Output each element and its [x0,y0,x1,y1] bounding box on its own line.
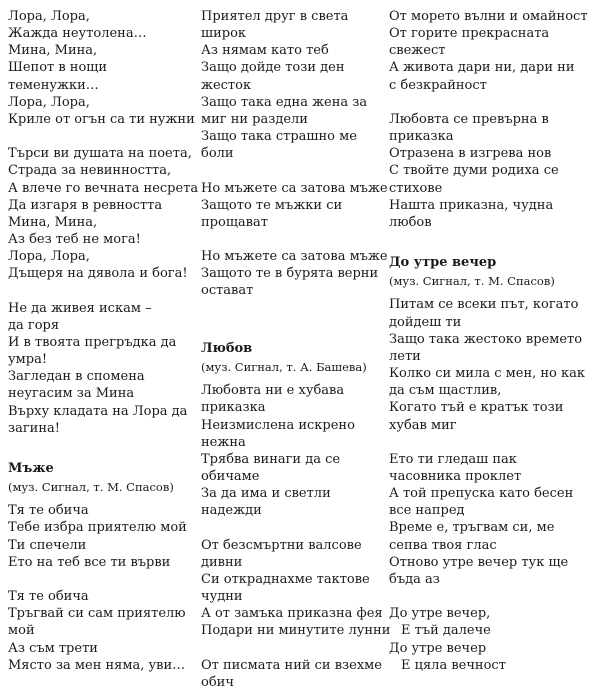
lyric-line: Тръгвай си сам приятелю [8,606,186,622]
lyric-line: Ето ти гледаш пак [389,451,517,467]
lyric-line: с безкрайност [389,77,487,93]
lyric-line: часовника проклет [389,469,522,485]
lyrics-column-3 [389,8,588,674]
lyric-line: Трябва винаги да се [201,451,341,467]
lyric-line: Защото те мъжки си [201,197,343,213]
lyric-line: Но мъжете са затова мъже [201,180,388,196]
stanza-break [201,231,390,248]
lyric-line: Е тъй далече [401,623,491,639]
song-credits: (муз. Сигнал, т. М. Спасов) [389,274,555,289]
lyric-line: Шепот в нощи [8,60,108,76]
lyric-line: загина! [8,420,60,436]
lyric-line: Лора, Лора, [8,9,90,24]
lyric-line: боли [201,146,234,162]
lyric-line: обичаме [201,469,260,484]
lyric-line: Тебе избра приятелю мой [8,520,187,536]
lyric-line: стихове [389,180,443,196]
lyrics-column-2 [201,8,390,691]
lyric-line: Криле от огън са ти нужни [8,111,195,127]
lyric-line: Питам се всеки път, когато [389,297,579,313]
lyric-line: Върху кладата на Лора да [8,403,188,419]
lyric-line: чудни [201,589,243,605]
lyric-line: До утре вечер, [389,606,491,622]
lyric-line: дивни [201,554,243,570]
lyric-line: Страда за невинността, [8,163,172,179]
stanza-break [8,437,198,454]
lyric-line: Тя те обича [8,503,89,519]
stanza-break [8,128,198,145]
lyric-line: умра! [8,352,48,368]
lyric-line: Не да живея искам – [8,300,152,316]
lyric-line: все напред [389,503,465,519]
lyric-line: Загледан в спомена [8,369,145,385]
lyric-line: За да има и светли [201,486,331,502]
lyric-line: бъда аз [389,571,440,587]
lyric-line: От безсмъртни валсове [201,537,362,553]
lyric-line: А живота дари ни, дари ни [389,60,575,76]
lyrics-column-1 [8,8,198,674]
lyric-line: Приятел друг в света [201,9,349,24]
lyric-line: Си откраднахме тактове [201,571,370,587]
lyric-line: Отразена в изгрева нов [389,146,552,162]
lyric-line: дойдеш ти [389,314,462,330]
lyric-line: Защо така жестоко времето [389,331,583,347]
lyric-line: Когато тъй е кратък този [389,400,564,416]
lyric-line: лети [389,348,421,364]
lyric-line: Мина, Мина, [8,43,98,59]
lyric-line: Ти спечели [8,537,87,553]
lyric-line: От горите прекрасната [389,26,550,42]
stanza-break [201,300,390,317]
lyric-line: Жажда неутолена… [8,26,147,42]
stanza-break [201,317,390,334]
stanza-break [201,640,390,657]
lyric-line: Неизмислена искрено [201,417,355,433]
lyric-line: От морето вълни и омайност [389,9,588,24]
lyric-line: Колко си мила с мен, но как [389,366,585,382]
lyric-line: Да изгаря в ревността [8,197,163,213]
lyric-line: неугасим за Мина [8,386,135,402]
lyric-line: Отново утре вечер тук ще [389,554,569,570]
song-title: Мъже [8,461,54,477]
lyric-line: прощават [201,214,268,230]
lyric-line: Е цяла вечност [401,657,506,673]
lyric-line: любов [389,214,432,230]
lyric-line: От писмата ний си взехме [201,657,382,673]
stanza-break [8,282,198,299]
lyric-line: А влече го вечната несрета [8,180,199,196]
stanza-break [389,588,588,605]
lyric-line: Любовта се превърна в [389,111,549,127]
lyric-line: обич [201,674,234,690]
lyric-line: да горя [8,317,60,333]
lyric-line: Но мъжете са затова мъже [201,249,388,265]
lyric-line: Любовта ни е хубава [201,383,345,399]
lyric-line: Защо така страшно ме [201,129,357,145]
lyric-line: хубав миг [389,417,457,433]
lyric-line: Време е, тръгвам си, ме [389,520,555,536]
lyric-line: остават [201,283,254,299]
lyric-line: приказка [389,129,454,145]
stanza-break [389,434,588,451]
lyric-line: широк [201,26,247,42]
lyric-line: Аз без теб не мога! [8,232,141,248]
lyric-line: жесток [201,77,252,93]
lyric-line: И в твоята прегръдка да [8,334,177,350]
song-title: До утре вечер [389,255,497,271]
lyric-line: миг ни раздели [201,111,308,127]
stanza-break [389,231,588,248]
lyric-line: Лора, Лора, [8,249,90,265]
song-credits: (муз. Сигнал, т. А. Башева) [201,360,367,375]
lyric-line: Мина, Мина, [8,214,98,230]
lyric-line: нежна [201,434,246,450]
lyric-line: Търси ви душата на поета, [8,146,192,162]
lyric-line: До утре вечер [389,640,487,656]
stanza-break [201,162,390,179]
stanza-break [201,519,390,536]
lyric-line: надежди [201,503,262,519]
lyric-line: Ето на теб все ти върви [8,554,171,570]
lyric-line: Аз съм трети [8,640,98,656]
lyric-line: приказка [201,400,266,416]
lyric-line: Защо така една жена за [201,94,368,110]
stanza-break [389,94,588,111]
lyric-line: С твойте думи родиха се [389,163,559,179]
stanza-break [8,571,198,588]
lyric-line: свежест [389,43,446,59]
lyric-line: Аз нямам като теб [201,43,329,59]
lyric-line: Защо дойде този ден [201,60,345,76]
lyric-line: да съм щастлив, [389,383,502,399]
lyric-line: мой [8,623,35,639]
lyric-line: Тя те обича [8,589,89,605]
lyric-line: А от замъка приказна фея [201,606,383,622]
lyric-line: Дъщеря на дявола и бога! [8,266,188,282]
lyric-line: Място за мен няма, уви… [8,657,186,673]
lyric-line: Нашта приказна, чудна [389,197,554,213]
lyric-line: Подари ни минутите лунни [201,623,391,639]
lyric-line: Лора, Лора, [8,94,90,110]
song-credits: (муз. Сигнал, т. М. Спасов) [8,480,174,495]
lyric-line: теменужки… [8,77,99,93]
song-title: Любов [201,340,253,356]
lyric-line: Защото те в бурята верни [201,266,379,282]
lyric-line: А той препуска като бесен [389,486,574,502]
lyric-line: сепва твоя глас [389,537,497,553]
